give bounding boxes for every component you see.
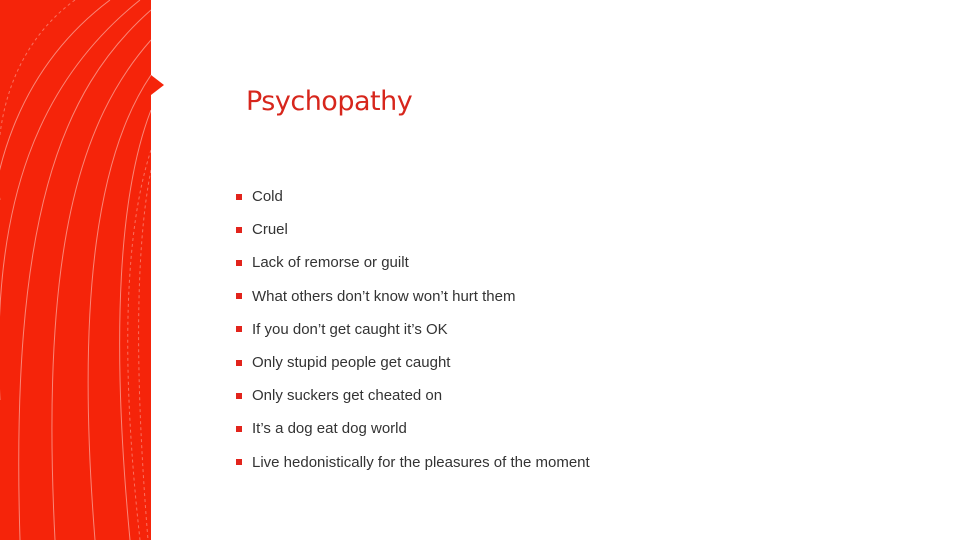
slide-title: Psychopathy <box>246 86 413 117</box>
list-item <box>236 346 590 379</box>
list-item-text: What others don’t know won’t hurt them <box>252 287 516 305</box>
list-item <box>236 213 590 246</box>
list-item-text: Cold <box>252 188 283 206</box>
list-item <box>236 180 590 213</box>
list-item-text: Cruel <box>252 221 288 239</box>
square-bullet-icon <box>236 459 242 465</box>
square-bullet-icon <box>236 227 242 233</box>
decorative-arcs <box>0 0 151 540</box>
square-bullet-icon <box>236 293 242 299</box>
list-item <box>236 446 590 479</box>
list-item <box>236 246 590 279</box>
square-bullet-icon <box>236 360 242 366</box>
list-item <box>236 379 590 412</box>
bullet-list <box>236 180 590 479</box>
square-bullet-icon <box>236 326 242 332</box>
list-item-text: If you don’t get caught it’s OK <box>252 320 448 338</box>
list-item-text: Live hedonistically for the pleasures of the moment <box>252 453 590 471</box>
list-item-text: Lack of remorse or guilt <box>252 254 409 272</box>
sidebar-pointer <box>151 75 164 95</box>
square-bullet-icon <box>236 393 242 399</box>
square-bullet-icon <box>236 194 242 200</box>
decorative-sidebar <box>0 0 151 540</box>
list-item-text: It’s a dog eat dog world <box>252 420 407 438</box>
square-bullet-icon <box>236 426 242 432</box>
list-item <box>236 280 590 313</box>
list-item-text: Only suckers get cheated on <box>252 387 443 405</box>
square-bullet-icon <box>236 260 242 266</box>
list-item-text: Only stupid people get caught <box>252 354 451 372</box>
list-item <box>236 412 590 445</box>
list-item <box>236 313 590 346</box>
